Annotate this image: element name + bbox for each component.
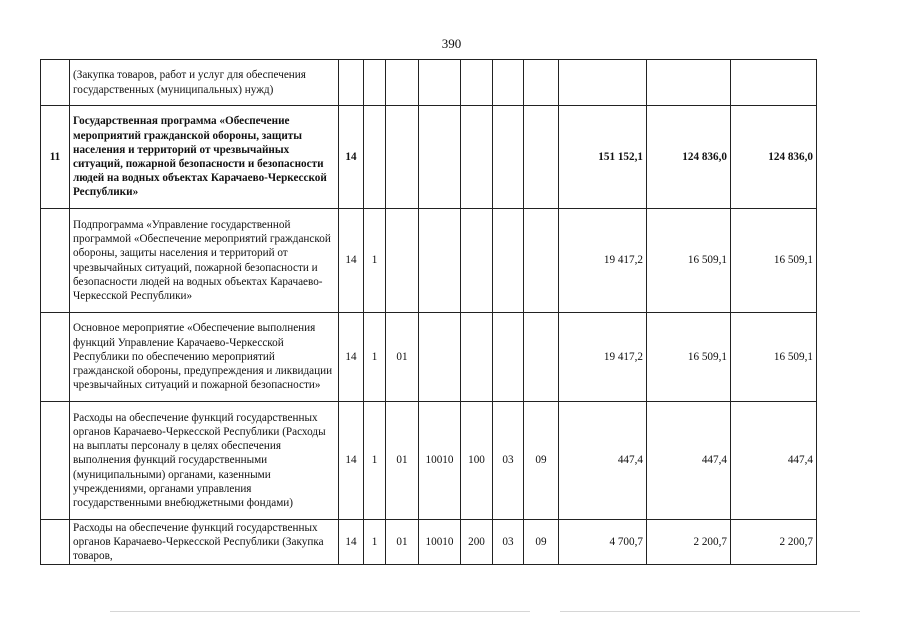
subsection-code	[524, 106, 559, 209]
row-name: Расходы на обеспечение функций государственных органов Карачаево-Черкесской Республики (Расходы на выплаты персоналу в целях обеспечения выполнения функций государственными (муниципальными) органами, казенными учреждениями, органами управления государственными внебюджетными фондами)	[70, 402, 339, 520]
subprogram-code	[364, 60, 386, 106]
row-name: Основное мероприятие «Обеспечение выполнения функций Управление Карачаево-Черкесской Республики по обеспечению мероприятий гражданской обороны, предупреждения и ликвидации чрезвычайных ситуаций и пожарной безопасности»	[70, 313, 339, 402]
table-row	[41, 209, 817, 313]
program-code: 14	[339, 313, 364, 402]
row-number	[41, 520, 70, 565]
subsection-code	[524, 313, 559, 402]
section-code	[493, 60, 524, 106]
amount-year-1: 4 700,7	[559, 520, 647, 565]
direction-code	[419, 209, 461, 313]
expense-type-code	[461, 60, 493, 106]
amount-year-1: 19 417,2	[559, 209, 647, 313]
scan-artifact-line	[110, 611, 530, 612]
subprogram-code: 1	[364, 313, 386, 402]
program-code: 14	[339, 106, 364, 209]
subprogram-code: 1	[364, 520, 386, 565]
main-activity-code: 01	[386, 402, 419, 520]
main-activity-code	[386, 106, 419, 209]
section-code: 03	[493, 520, 524, 565]
expense-type-code: 200	[461, 520, 493, 565]
direction-code: 10010	[419, 520, 461, 565]
amount-year-3	[731, 60, 817, 106]
row-name: Подпрограмма «Управление государственной программой «Обеспечение мероприятий гражданской обороны, защиты населения и территорий от чрезвычайных ситуаций, пожарной безопасности и безопасности людей на водных объектах Карачаево-Черкесской Республики»	[70, 209, 339, 313]
table-row	[41, 313, 817, 402]
amount-year-2: 124 836,0	[647, 106, 731, 209]
direction-code: 10010	[419, 402, 461, 520]
amount-year-2: 447,4	[647, 402, 731, 520]
amount-year-1	[559, 60, 647, 106]
expense-type-code: 100	[461, 402, 493, 520]
amount-year-1: 447,4	[559, 402, 647, 520]
subsection-code: 09	[524, 402, 559, 520]
page-number: 390	[441, 36, 462, 51]
amount-year-1: 19 417,2	[559, 313, 647, 402]
amount-year-3: 2 200,7	[731, 520, 817, 565]
direction-code	[419, 106, 461, 209]
amount-year-2: 16 509,1	[647, 313, 731, 402]
amount-year-1: 151 152,1	[559, 106, 647, 209]
amount-year-2: 16 509,1	[647, 209, 731, 313]
table-row	[41, 402, 817, 520]
amount-year-2: 2 200,7	[647, 520, 731, 565]
amount-year-3: 124 836,0	[731, 106, 817, 209]
expense-type-code	[461, 209, 493, 313]
section-code	[493, 313, 524, 402]
amount-year-3: 16 509,1	[731, 313, 817, 402]
amount-year-2	[647, 60, 731, 106]
row-name: (Закупка товаров, работ и услуг для обеспечения государственных (муниципальных) нужд)	[70, 60, 339, 106]
main-activity-code: 01	[386, 313, 419, 402]
program-code	[339, 60, 364, 106]
subprogram-code	[364, 106, 386, 209]
section-code	[493, 106, 524, 209]
amount-year-3: 447,4	[731, 402, 817, 520]
row-number	[41, 402, 70, 520]
main-activity-code: 01	[386, 520, 419, 565]
subsection-code: 09	[524, 520, 559, 565]
table-row	[41, 106, 817, 209]
program-code: 14	[339, 402, 364, 520]
scan-artifact-line	[560, 611, 860, 612]
subprogram-code: 1	[364, 402, 386, 520]
table-row	[41, 520, 817, 565]
subsection-code	[524, 60, 559, 106]
amount-year-3: 16 509,1	[731, 209, 817, 313]
row-number	[41, 313, 70, 402]
table-row	[41, 60, 817, 106]
main-activity-code	[386, 209, 419, 313]
section-code	[493, 209, 524, 313]
subsection-code	[524, 209, 559, 313]
expense-type-code	[461, 313, 493, 402]
section-code: 03	[493, 402, 524, 520]
program-code: 14	[339, 520, 364, 565]
budget-table	[40, 59, 817, 565]
row-name: Расходы на обеспечение функций государственных органов Карачаево-Черкесской Республики (Закупка товаров,	[70, 520, 339, 565]
row-number: 11	[41, 106, 70, 209]
row-number	[41, 209, 70, 313]
row-name: Государственная программа «Обеспечение мероприятий гражданской обороны, защиты населения и территорий от чрезвычайных ситуаций, пожарной безопасности и безопасности людей на водных объектах Карачаево-Черкесской Республики»	[70, 106, 339, 209]
direction-code	[419, 60, 461, 106]
subprogram-code: 1	[364, 209, 386, 313]
row-number	[41, 60, 70, 106]
expense-type-code	[461, 106, 493, 209]
direction-code	[419, 313, 461, 402]
program-code: 14	[339, 209, 364, 313]
main-activity-code	[386, 60, 419, 106]
